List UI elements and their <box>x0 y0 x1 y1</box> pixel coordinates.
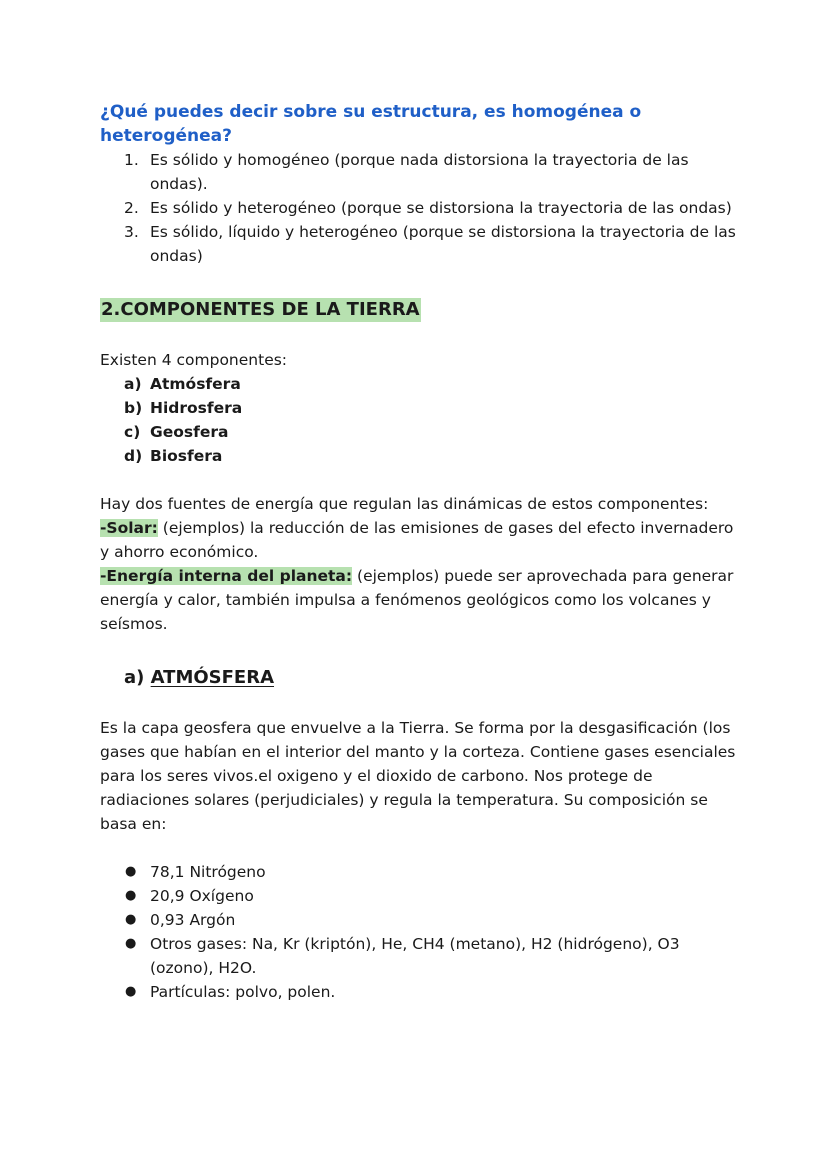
composition-list <box>100 860 740 1004</box>
answer-text: Es sólido y heterogéneo (porque se distorsiona la trayectoria de las ondas) <box>150 199 732 217</box>
internal-energy-label: -Energía interna del planeta: <box>100 567 353 585</box>
bullet-icon: ● <box>125 888 137 903</box>
component-item <box>100 372 740 396</box>
list-item <box>100 860 740 884</box>
answer-number: 1. <box>124 151 139 169</box>
component-name: Geosfera <box>150 423 229 441</box>
composition-text: 78,1 Nitrógeno <box>150 863 266 881</box>
component-letter: b) <box>124 399 143 417</box>
bullet-icon: ● <box>125 984 137 999</box>
components-intro: Existen 4 componentes: <box>100 351 288 369</box>
answer-item <box>100 196 740 220</box>
internal-energy-paragraph <box>100 564 740 636</box>
component-letter: d) <box>124 447 143 465</box>
atmosfera-title: ATMÓSFERA <box>150 667 275 688</box>
component-name: Biosfera <box>150 447 223 465</box>
atmosfera-heading <box>124 666 740 690</box>
atmosfera-description: Es la capa geosfera que envuelve a la Tierra. Se forma por la desgasificación (los gases que habían en el interior del manto y la corteza. Contiene gases esenciales para los seres vivos.el oxigeno y el dioxido de carbono. Nos protege de radiaciones solares (perjudiciales) y regula la temperatura. Su composición se basa en: <box>100 719 736 833</box>
atmosfera-prefix: a) <box>124 667 151 688</box>
composition-text: 20,9 Oxígeno <box>150 887 254 905</box>
list-item <box>100 908 740 932</box>
bullet-icon: ● <box>125 936 137 951</box>
composition-text: Partículas: polvo, polen. <box>150 983 336 1001</box>
component-name: Atmósfera <box>150 375 241 393</box>
document-page <box>100 100 740 1004</box>
component-letter: c) <box>124 423 141 441</box>
bullet-icon: ● <box>125 912 137 927</box>
list-item <box>100 980 740 1004</box>
list-item <box>100 884 740 908</box>
energy-intro: Hay dos fuentes de energía que regulan las dinámicas de estos componentes: <box>100 495 709 513</box>
component-item <box>100 420 740 444</box>
answer-list <box>100 148 740 268</box>
solar-label: -Solar: <box>100 519 158 537</box>
answer-text: Es sólido y homogéneo (porque nada distorsiona la trayectoria de las ondas). <box>150 151 689 193</box>
solar-paragraph <box>100 516 740 564</box>
component-item <box>100 444 740 468</box>
answer-text: Es sólido, líquido y heterogéneo (porque se distorsiona la trayectoria de las ondas) <box>150 223 736 265</box>
answer-item <box>100 148 740 196</box>
section-heading: 2.COMPONENTES DE LA TIERRA <box>101 299 420 320</box>
bullet-icon: ● <box>125 864 137 879</box>
composition-text: Otros gases: Na, Kr (kriptón), He, CH4 (metano), H2 (hidrógeno), O3 (ozono), H2O. <box>150 935 680 977</box>
component-name: Hidrosfera <box>150 399 243 417</box>
answer-item <box>100 220 740 268</box>
components-list <box>100 372 740 468</box>
internal-energy-text: (ejemplos) puede ser aprovechada para generar energía y calor, también impulsa a fenómenos geológicos como los volcanes y seísmos. <box>100 567 734 633</box>
component-item <box>100 396 740 420</box>
answer-number: 3. <box>124 223 139 241</box>
composition-text: 0,93 Argón <box>150 911 236 929</box>
answer-number: 2. <box>124 199 139 217</box>
component-letter: a) <box>124 375 142 393</box>
list-item <box>100 932 740 980</box>
solar-text: (ejemplos) la reducción de las emisiones de gases del efecto invernadero y ahorro económico. <box>100 519 734 561</box>
question-title: ¿Qué puedes decir sobre su estructura, es homogénea o heterogénea? <box>100 102 642 146</box>
